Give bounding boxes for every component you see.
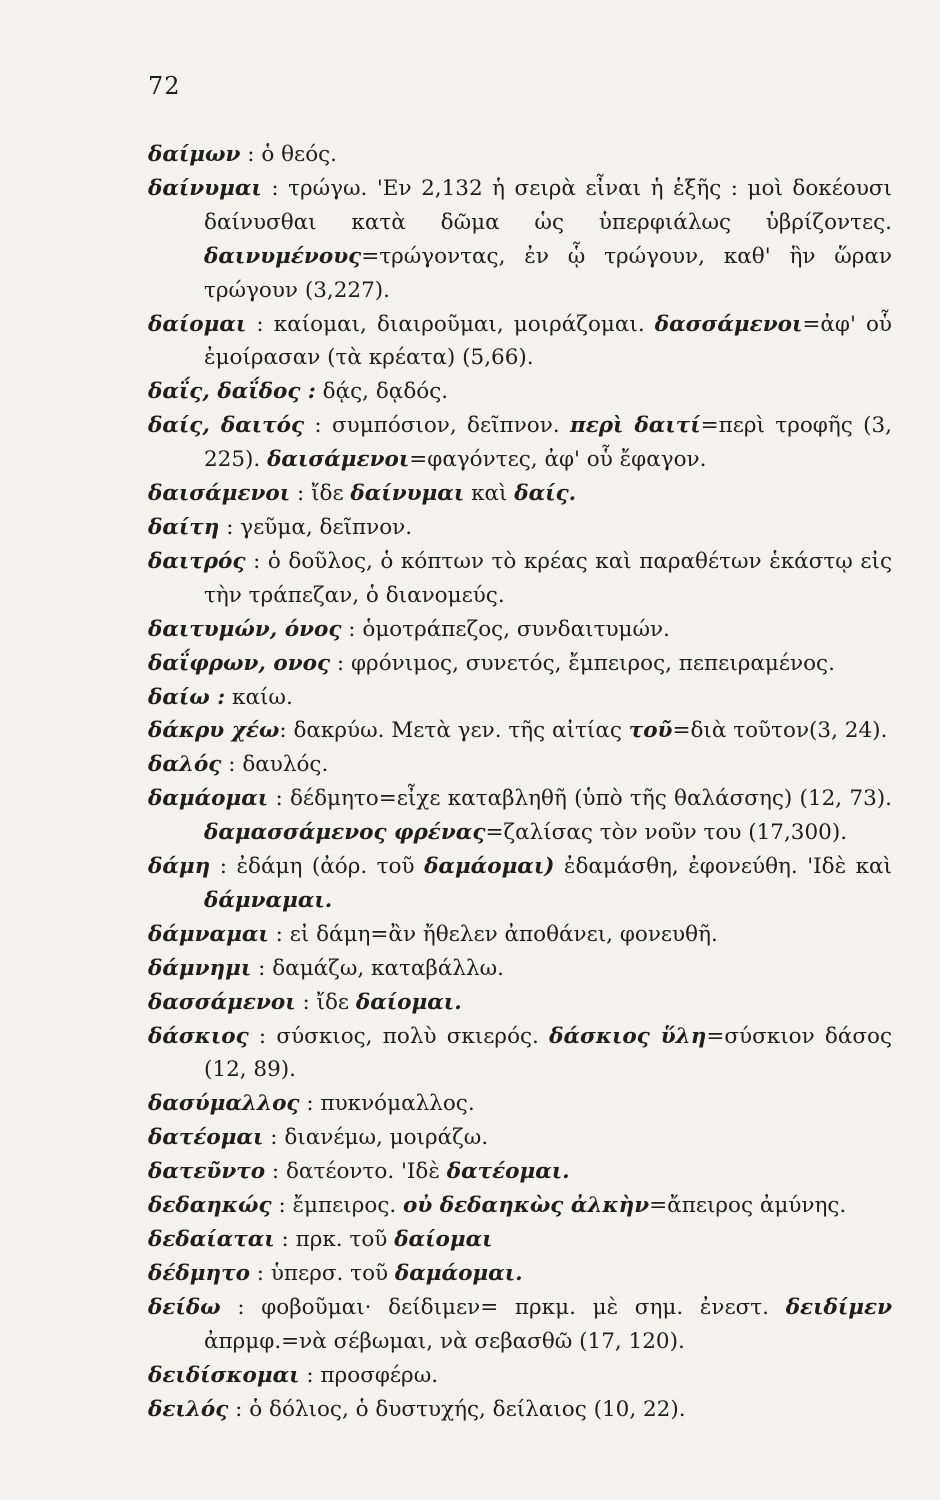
dictionary-entry xyxy=(148,172,892,308)
dictionary-entry xyxy=(148,409,892,477)
headword: δαισάμενοι xyxy=(148,481,291,507)
dictionary-entry xyxy=(148,308,892,376)
definition-text: δᾴς, δᾳδός. xyxy=(315,379,449,405)
definition-text: : φρόνιμος, συνετός, ἔμπειρος, πεπειραμένος. xyxy=(330,650,835,676)
dictionary-entry xyxy=(148,952,892,986)
definition-text: : συμπόσιον, δεῖπνον. xyxy=(304,413,570,439)
definition-text: : δατέοντο. 'Ιδὲ xyxy=(265,1159,447,1185)
definition-text: : ὁμοτράπεζος, συνδαιτυμών. xyxy=(341,616,670,642)
headword: δειλός xyxy=(148,1396,229,1422)
headword: δειδίμεν xyxy=(785,1294,892,1320)
definition-text: : ὁ δοῦλος, ὁ κόπτων τὸ κρέας καὶ παραθέτων ἑκάστῳ εἰς τὴν τράπεζαν, ὁ διανομεύς. xyxy=(204,548,892,608)
dictionary-entry xyxy=(148,782,892,850)
headword: δατέομαι. xyxy=(446,1159,570,1185)
headword: δαΐς, δαΐδος : xyxy=(148,379,316,405)
dictionary-entry xyxy=(148,545,892,613)
headword: δαινυμένους xyxy=(204,243,362,269)
headword: δαίνυμαι xyxy=(148,175,262,201)
definition-text: : ὁ θεός. xyxy=(240,142,338,167)
headword: δάμναμαι. xyxy=(204,887,333,913)
headword: δαίς. xyxy=(514,481,577,507)
definition-text: : διανέμω, μοιράζω. xyxy=(263,1125,489,1151)
headword: δεδαίαται xyxy=(148,1227,275,1252)
dictionary-entry xyxy=(148,647,892,681)
headword: δασσάμενοι xyxy=(148,989,296,1015)
definition-text: =ἄπειρος ἀμύνης. xyxy=(649,1193,847,1219)
definition-text: =ζαλίσας τὸν νοῦν του (17,300). xyxy=(485,820,848,846)
definition-text: =ἀφ' οὗ ἐμοίρασαν (τὰ κρέατα) (5,66). xyxy=(204,311,892,371)
headword: δαίνυμαι xyxy=(350,481,465,507)
headword: δείδω xyxy=(148,1294,221,1320)
definition-text: =φαγόντες, ἀφ' οὗ ἔφαγον. xyxy=(409,447,707,473)
dictionary-entry xyxy=(148,1223,892,1257)
headword: δάσκιος ὕλη xyxy=(549,1023,707,1049)
definition-text: =διὰ τοῦτον(3, 24). xyxy=(672,718,888,744)
headword: δαιτρός xyxy=(148,548,246,574)
dictionary-entry xyxy=(148,613,892,647)
dictionary-entry xyxy=(148,1291,892,1359)
headword: οὐ δεδαηκὼς ἀλκὴν xyxy=(403,1193,650,1219)
headword: τοῦ xyxy=(628,718,673,744)
dictionary-entry xyxy=(148,511,892,545)
headword: δαμασσάμενος φρένας xyxy=(204,820,486,846)
headword: δάσκιος xyxy=(148,1023,249,1049)
definition-text: : δέδμητο=εἶχε καταβληθῆ (ὑπὸ τῆς θαλάσσης) (12, 73). xyxy=(268,786,892,812)
headword: δαίτη xyxy=(148,514,220,540)
headword: δάμναμαι xyxy=(148,921,269,947)
definition-text: : προσφέρω. xyxy=(299,1362,439,1388)
definition-text: καίω. xyxy=(225,684,293,710)
definition-text: : ὑπερσ. τοῦ xyxy=(249,1260,395,1286)
definition-text: : εἰ δάμη=ἂν ἤθελεν ἀποθάνει, φονευθῆ. xyxy=(268,921,718,947)
page-number: 72 xyxy=(148,72,181,100)
definition-text: : γεῦμα, δεῖπνον. xyxy=(219,514,413,540)
definition-text: : ἔμπειρος. xyxy=(271,1193,404,1219)
dictionary-entry xyxy=(148,986,892,1020)
dictionary-entry xyxy=(148,681,892,715)
dictionary-entry xyxy=(148,1155,892,1189)
definition-text: =τρώγοντας, ἐν ᾧ τρώγουν, καθ' ἣν ὥραν τρώγουν (3,227). xyxy=(204,243,892,303)
definition-text: : δακρύω. Μετὰ γεν. τῆς αἰτίας xyxy=(279,718,629,744)
definition-text: : τρώγω. 'Εν 2,132 ἡ σειρὰ εἶναι ἡ ἑξῆς : μοὶ δοκέουσι δαίνυσθαι κατὰ δῶμα ὡς ὑπερφιάλως ὑβρίζοντες. xyxy=(204,175,892,235)
dictionary-entry xyxy=(148,850,892,918)
dictionary-entry xyxy=(148,1257,892,1291)
headword: δάμη xyxy=(148,854,211,880)
dictionary-entries xyxy=(148,138,892,1426)
dictionary-entry xyxy=(148,1121,892,1155)
definition-text: : δαυλός. xyxy=(221,752,329,778)
headword: δαίμων xyxy=(148,142,241,167)
headword: δάμνημι xyxy=(148,955,252,981)
dictionary-entry xyxy=(148,477,892,511)
definition-text: : δαμάζω, καταβάλλω. xyxy=(251,955,504,981)
headword: δατεῦντο xyxy=(148,1159,266,1185)
headword: δαίομαι xyxy=(148,311,247,337)
headword: δάκρυ χέω xyxy=(148,718,280,744)
definition-text: ἐδαμάσθη, ἐφονεύθη. 'Ιδὲ καὶ xyxy=(554,854,892,880)
headword: δαμάομαι xyxy=(148,786,269,812)
headword: δαΐφρων, ονος xyxy=(148,650,331,676)
headword: δαίς, δαιτός xyxy=(148,413,305,439)
headword: δαμάομαι. xyxy=(394,1260,523,1286)
headword: δαίω : xyxy=(148,684,226,710)
headword: δαιτυμών, όνος xyxy=(148,616,342,642)
headword: δαμάομαι) xyxy=(424,854,555,880)
headword: δασύμαλλος xyxy=(148,1091,300,1117)
dictionary-entry xyxy=(148,1359,892,1393)
headword: δέδμητο xyxy=(148,1260,250,1286)
dictionary-entry xyxy=(148,748,892,782)
dictionary-entry xyxy=(148,1189,892,1223)
definition-text: : καίομαι, διαιροῦμαι, μοιράζομαι. xyxy=(246,311,655,337)
headword: δαλός xyxy=(148,752,222,778)
definition-text: : πυκνόμαλλος. xyxy=(299,1091,475,1117)
dictionary-entry xyxy=(148,1020,892,1088)
headword: δαίομαι. xyxy=(355,989,462,1015)
definition-text: : ἐδάμη (ἀόρ. τοῦ xyxy=(210,854,425,880)
definition-text: : ἴδε xyxy=(295,989,356,1015)
dictionary-entry xyxy=(148,1393,892,1427)
definition-text: ἀπρμφ.=νὰ σέβωμαι, νὰ σεβασθῶ (17, 120). xyxy=(204,1328,685,1354)
dictionary-entry xyxy=(148,1087,892,1121)
headword: δεδαηκώς xyxy=(148,1193,272,1219)
dictionary-entry xyxy=(148,138,892,172)
headword: δαισάμενοι xyxy=(267,447,410,473)
headword: δατέομαι xyxy=(148,1125,264,1151)
dictionary-entry xyxy=(148,918,892,952)
dictionary-entry xyxy=(148,714,892,748)
definition-text: : φοβοῦμαι· δείδιμεν= πρκμ. μὲ σημ. ἐνεστ. xyxy=(220,1294,786,1320)
headword: δειδίσκομαι xyxy=(148,1362,300,1388)
dictionary-entry xyxy=(148,375,892,409)
definition-text: : πρκ. τοῦ xyxy=(274,1227,395,1252)
definition-text: =σύσκιον δάσος (12, 89). xyxy=(204,1023,893,1083)
definition-text: : σύσκιος, πολὺ σκιερός. xyxy=(248,1023,550,1049)
definition-text: : ἴδε xyxy=(290,481,351,507)
definition-text: καὶ xyxy=(464,481,515,507)
definition-text: =περὶ τροφῆς (3, 225). xyxy=(204,413,892,473)
definition-text: : ὁ δόλιος, ὁ δυστυχής, δείλαιος (10, 22). xyxy=(228,1396,686,1422)
headword: δασσάμενοι xyxy=(654,311,803,337)
headword: περὶ δαιτί xyxy=(569,413,701,439)
headword: δαίομαι xyxy=(394,1227,493,1252)
